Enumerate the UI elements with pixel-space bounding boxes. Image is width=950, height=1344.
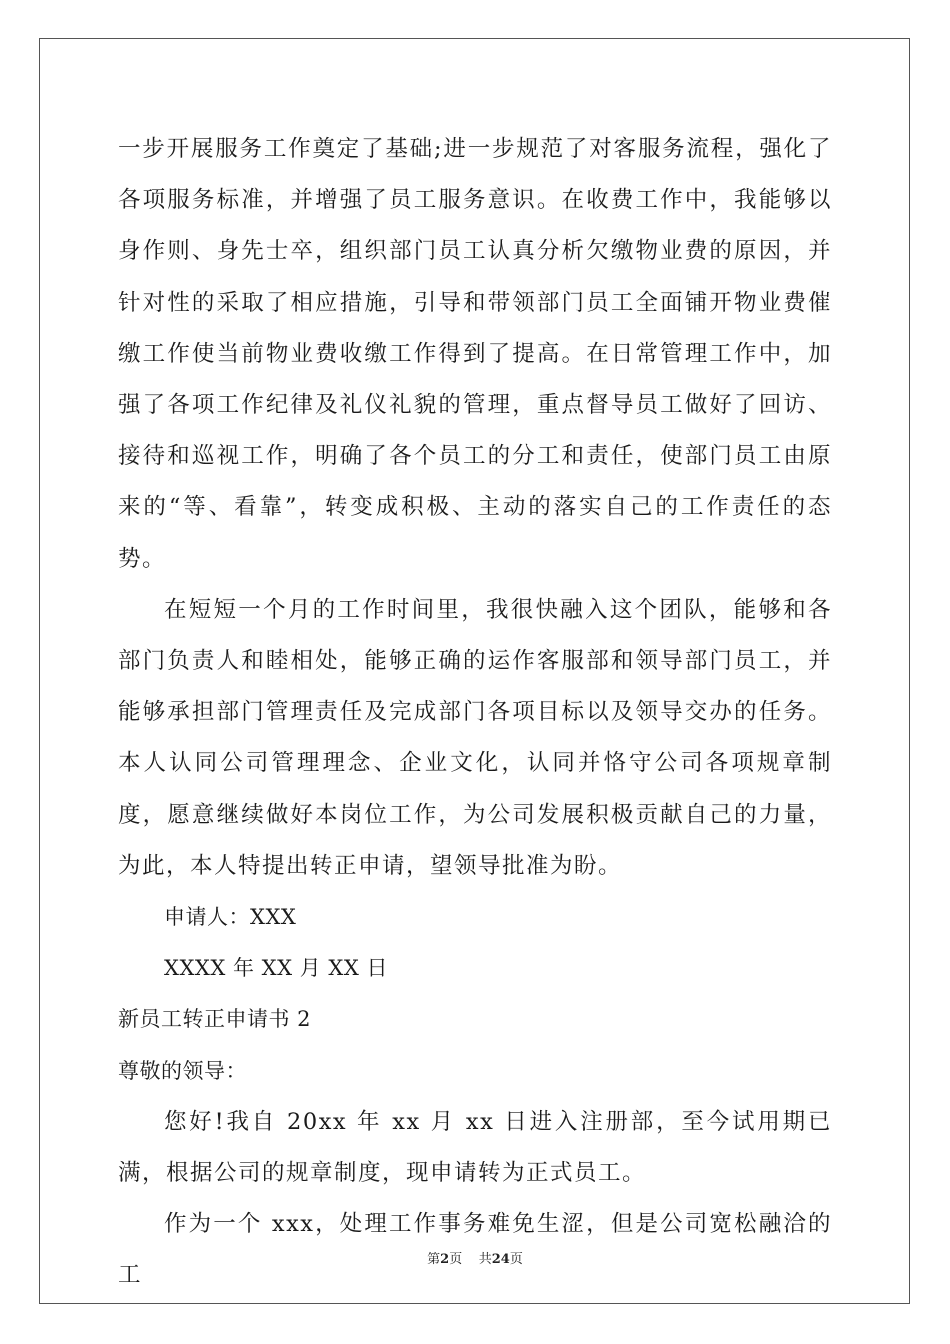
- total-prefix: 共: [478, 1252, 492, 1267]
- total-pages: 24: [491, 1252, 510, 1267]
- paragraph-2: 在短短一个月的工作时间里，我很快融入这个团队，能够和各部门负责人和睦相处，能够正确的运作客服部和领导部门员工，并能够承担部门管理责任及完成部门各项目标以及领导交办的任务。本人认同公司管理理念、企业文化，认同并恪守公司各项规章制度，愿意继续做好本岗位工作，为公司发展积极贡献自己的力量，为此，本人特提出转正申请，望领导批准为盼。: [118, 596, 832, 879]
- page-number: 2: [440, 1252, 450, 1267]
- section-title: 新员工转正申请书 2: [118, 1007, 312, 1032]
- paragraph-4: 作为一个 xxx，处理工作事务难免生涩，但是公司宽松融洽的工: [118, 1211, 832, 1289]
- paragraph-1: 一步开展服务工作奠定了基础;进一步规范了对客服务流程，强化了各项服务标准，并增强了员工服务意识。在收费工作中，我能够以身作则、身先士卒，组织部门员工认真分析欠缴物业费的原因，并针对性的采取了相应措施，引导和带领部门员工全面铺开物业费催缴工作使当前物业费收缴工作得到了提高。在日常管理工作中，加强了各项工作纪律及礼仪礼貌的管理，重点督导员工做好了回访、接待和巡视工作，明确了各个员工的分工和责任，使部门员工由原来的“等、看靠”，转变成积极、主动的落实自己的工作责任的态势。: [118, 136, 832, 572]
- salutation: 尊敬的领导：: [118, 1058, 247, 1083]
- page-footer: [0, 1248, 950, 1267]
- applicant-line: 申请人：XXX: [164, 905, 297, 930]
- date-line: XXXX 年 XX 月 XX 日: [164, 956, 388, 981]
- page-suffix: 页: [449, 1252, 463, 1267]
- page-prefix: 第: [427, 1252, 441, 1267]
- document-body: [118, 124, 832, 1302]
- total-suffix: 页: [509, 1252, 523, 1267]
- paragraph-3: 您好!我自 20xx 年 xx 月 xx 日进入注册部，至今试用期已满，根据公司的规章制度，现申请转为正式员工。: [118, 1108, 832, 1187]
